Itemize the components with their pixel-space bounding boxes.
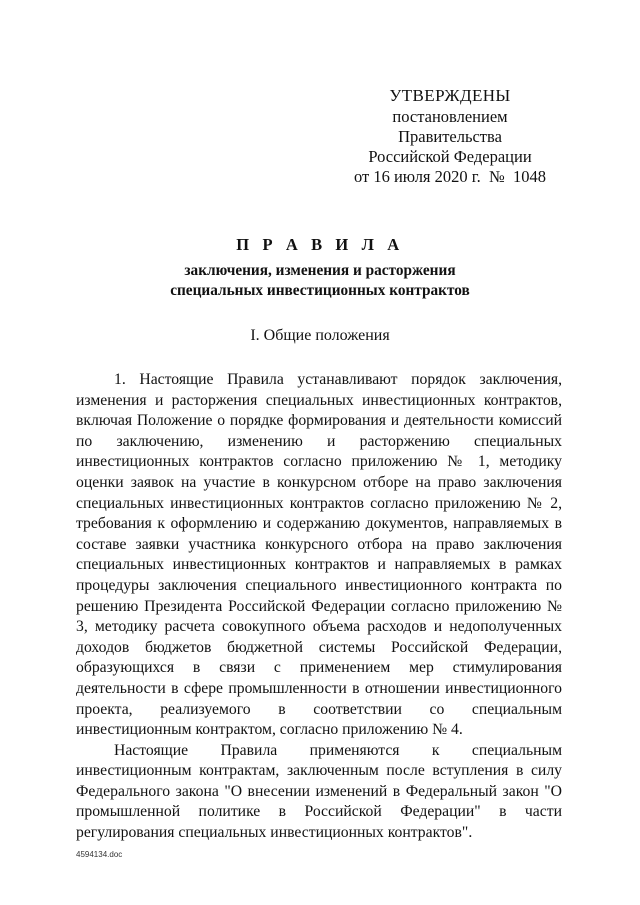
- paragraph: 1. Настоящие Правила устанавливают порядок заключения, изменения и расторжения специальных инвестиционных контрактов, включая Положение о порядке формирования и деятельности комиссий по заключению, изменению и расторжению специальных инвестиционных контрактов согласно приложению № 1, методику оценки заявок на участие в конкурсном отборе на право заключения специальных инвестиционных контрактов согласно приложению № 2, требования к оформлению и содержанию документов, направляемых в составе заявки участника конкурсного отбора на право заключения специальных инвестиционных контрактов и направляемых в рамках процедуры заключения специального инвестиционного контракта по решению Президента Российской Федерации согласно приложению № 3, методику расчета совокупного объема расходов и недополученных доходов бюджетов бюджетной системы Российской Федерации, образующихся в связи с применением мер стимулирования деятельности в сфере промышленности в отношении инвестиционного проекта, реализуемого в соответствии со специальным инвестиционным контрактом, согласно приложению № 4.: [76, 371, 562, 739]
- approval-line-country: Российской Федерации: [368, 147, 532, 166]
- file-reference: 4594134.doc: [76, 850, 123, 859]
- approval-line-date-number: от 16 июля 2020 г. № 1048: [353, 167, 547, 186]
- section-heading: I. Общие положения: [250, 327, 390, 344]
- document-title: П Р А В И Л А: [236, 235, 404, 254]
- approval-line-resolution: постановлением Правительства: [392, 107, 508, 146]
- paragraph: Настоящие Правила применяются к специальным инвестиционным контрактам, заключенным после вступления в силу Федерального закона "О внесении изменений в Федеральный закон "О промышленной политике в Российской Федерации" в части регулирования специальных инвестиционных контрактов".: [76, 741, 562, 842]
- document-subtitle-line-1: заключения, изменения и расторжения: [184, 262, 456, 279]
- document-subtitle-line-2: специальных инвестиционных контрактов: [170, 282, 470, 299]
- approval-heading: УТВЕРЖДЕНЫ: [389, 86, 511, 105]
- document-body: [76, 370, 562, 844]
- document-subtitle: [80, 261, 560, 301]
- approval-stamp: [340, 86, 560, 187]
